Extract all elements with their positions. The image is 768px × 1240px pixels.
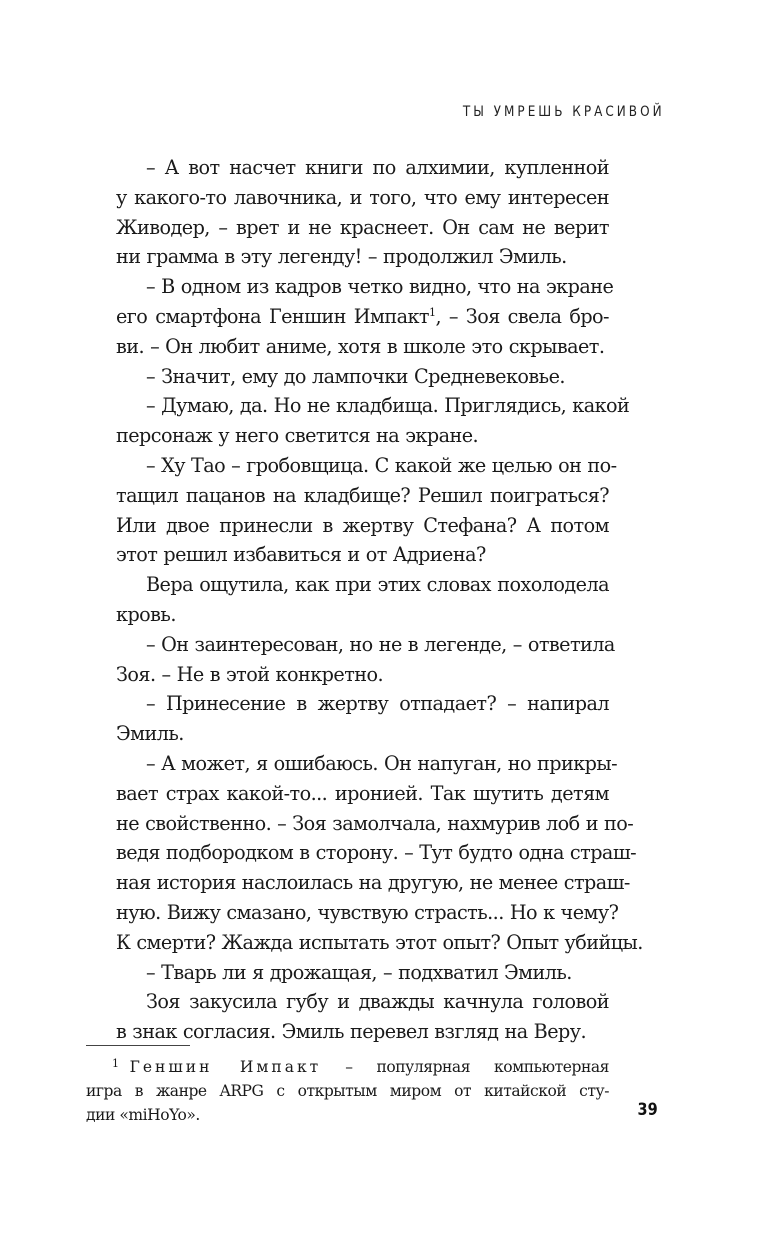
text-line: – Ху Тао – гробовщица. С какой же целью он по- <box>146 453 617 477</box>
paragraph <box>86 272 614 361</box>
body-text <box>86 153 643 1047</box>
paragraph <box>86 958 609 988</box>
text-line: вает страх какой-то... иронией. Так шутить детям <box>116 781 609 805</box>
running-head-title: ТЫ УМРЕШЬ КРАСИВОЙ <box>463 104 665 120</box>
footnote-line <box>86 1052 609 1079</box>
text-line: Зоя закусила губу и дважды качнула головой <box>146 990 609 1014</box>
text-segment: , – Зоя свела бро- <box>435 304 609 328</box>
text-line: ная история наслоилась на другую, не менее страш- <box>116 871 630 895</box>
text-line: ведя подбородком в сторону. – Тут будто одна страш- <box>116 841 637 865</box>
paragraph <box>86 630 615 690</box>
text-line: ни грамма в эту легенду! – продолжил Эмиль. <box>116 245 567 269</box>
text-line: – А вот насчет книги по алхимии, купленной <box>146 156 609 179</box>
text-line: кровь. <box>116 602 176 626</box>
text-line: – Он заинтересован, но не в легенде, – ответила <box>146 632 615 656</box>
text-line: у какого-то лавочника, и того, что ему интересен <box>116 185 609 209</box>
text-line: Живодер, – врет и не краснеет. Он сам не верит <box>116 215 609 239</box>
text-line: Или двое принесли в жертву Стефана? А потом <box>116 513 609 537</box>
paragraph <box>86 451 617 570</box>
text-line: тащил пацанов на кладбище? Решил поиграться? <box>116 483 609 507</box>
paragraph <box>86 749 643 958</box>
text-line: персонаж у него светится на экране. <box>116 424 479 448</box>
text-line: ную. Вижу смазано, чувствую страсть... Но к чему? <box>116 900 619 924</box>
text-line: ви. – Он любит аниме, хотя в школе это скрывает. <box>116 334 605 358</box>
text-segment: его смартфона Геншин Импакт <box>116 304 429 328</box>
text-line: не свойственно. – Зоя замолчала, нахмурив лоб и по- <box>116 811 634 835</box>
text-line: – Значит, ему до лампочки Средневековье. <box>146 364 565 388</box>
text-line: – А может, я ошибаюсь. Он напуган, но прикры- <box>146 751 618 775</box>
text-line: Зоя. – Не в этой конкретно. <box>116 662 384 686</box>
text-line: – В одном из кадров четко видно, что на экране <box>146 275 614 299</box>
text-line: – Принесение в жертву отпадает? – напирал <box>146 692 609 716</box>
text-line: Вера ощутила, как при этих словах похолодела <box>146 573 609 597</box>
footnote-divider <box>86 1045 190 1046</box>
paragraph <box>86 153 609 272</box>
paragraph <box>86 391 630 451</box>
text-line: Эмиль. <box>116 722 184 746</box>
footnote-line: дии «miHoYo». <box>86 1106 200 1124</box>
footnote-term: Геншин Импакт <box>129 1058 322 1076</box>
footnote-line: игра в жанре ARPG с открытым миром от китайской сту- <box>86 1082 609 1100</box>
text-line: – Думаю, да. Но не кладбища. Приглядись, какой <box>146 394 630 418</box>
text-line: этот решил избавиться и от Адриена? <box>116 543 486 567</box>
page-number: 39 <box>637 1100 658 1120</box>
footnote <box>86 1052 609 1127</box>
paragraph <box>86 570 609 630</box>
paragraph <box>86 689 609 749</box>
footnote-marker: 1 <box>112 1057 119 1070</box>
footnote-reference[interactable]: 1 <box>428 305 436 319</box>
paragraph <box>86 987 609 1047</box>
footnote-text: – популярная компьютерная <box>321 1058 609 1076</box>
text-line <box>86 302 609 332</box>
text-line: – Тварь ли я дрожащая, – подхватил Эмиль. <box>146 960 572 984</box>
text-line: в знак согласия. Эмиль перевел взгляд на Веру. <box>116 1020 587 1044</box>
paragraph <box>86 362 609 392</box>
text-line: К смерти? Жажда испытать этот опыт? Опыт убийцы. <box>116 930 643 954</box>
